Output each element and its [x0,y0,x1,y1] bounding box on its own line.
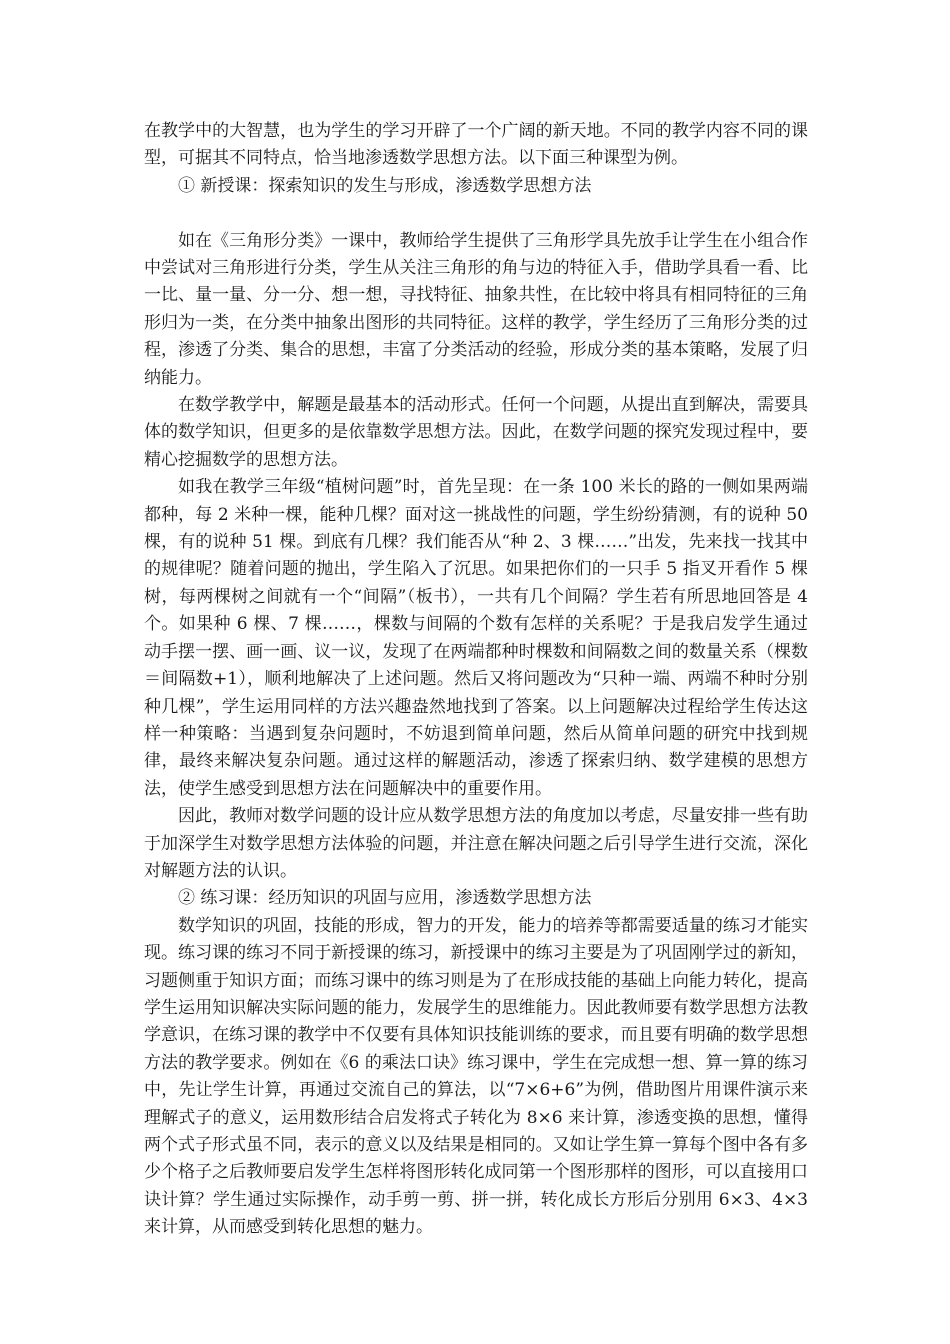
paragraph-tree-planting-example: 如我在教学三年级“植树问题”时，首先呈现：在一条 100 米长的路的一侧如果两端都种，每 2 米种一棵，能种几棵？面对这一挑战性的问题，学生纷纷猜测，有的说种 50 棵，有的说种 51 棵。到底有几棵？我们能否从“种 2、3 棵……”出发，先来找一找其中的规律呢？随着问题的抛出，学生陷入了沉思。如果把你们的一只手 5 指叉开看作 5 棵树，每两棵树之间就有一个“间隔”（板书），一共有几个间隔？学生若有所思地回答是 4 个。如果种 6 棵、7 棵……，棵数与间隔的个数有怎样的关系呢？于是我启发学生通过动手摆一摆、画一画、议一议，发现了在两端都种时棵数和间隔数之间的数量关系（棵数＝间隔数+1），顺利地解决了上述问题。然后又将问题改为“只种一端、两端不种时分别种几棵”，学生运用同样的方法兴趣盎然地找到了答案。以上问题解决过程给学生传达这样一种策略：当遇到复杂问题时，不妨退到简单问题，然后从简单问题的研究中找到规律，最终来解决复杂问题。通过这样的解题活动，渗透了探索归纳、数学建模的思想方法，使学生感受到思想方法在问题解决中的重要作用。 [144,477,808,799]
section-heading-new-lesson: ① 新授课：探索知识的发生与形成，渗透数学思想方法 [178,175,592,196]
paragraph-problem-solving: 在数学教学中，解题是最基本的活动形式。任何一个问题，从提出直到解决，需要具体的数学知识，但更多的是依靠数学思想方法。因此，在数学问题的探究发现过程中，要精心挖掘数学的思想方法。 [144,395,808,470]
paragraph-intro: 在教学中的大智慧，也为学生的学习开辟了一个广阔的新天地。不同的教学内容不同的课型，可据其不同特点，恰当地渗透数学思想方法。以下面三种课型为例。 [144,121,808,169]
paragraph-problem-design: 因此，教师对数学问题的设计应从数学思想方法的角度加以考虑，尽量安排一些有助于加深学生对数学思想方法体验的问题，并注意在解决问题之后引导学生进行交流，深化对解题方法的认识。 [144,806,808,881]
blank-line [144,200,808,227]
section-heading-practice-lesson: ② 练习课：经历知识的巩固与应用，渗透数学思想方法 [178,888,592,909]
paragraph-practice-example: 数学知识的巩固，技能的形成，智力的开发，能力的培养等都需要适量的练习才能实现。练习课的练习不同于新授课的练习，新授课中的练习主要是为了巩固刚学过的新知，习题侧重于知识方面；而练习课中的练习则是为了在形成技能的基础上向能力转化，提高学生运用知识解决实际问题的能力，发展学生的思维能力。因此教师要有数学思想方法教学意识，在练习课的教学中不仅要有具体知识技能训练的要求，而且要有明确的数学思想方法的教学要求。例如在《6 的乘法口诀》练习课中，学生在完成想一想、算一算的练习中，先让学生计算，再通过交流自己的算法，以“7×6+6”为例，借助图片用课件演示来理解式子的意义，运用数形结合启发将式子转化为 8×6 来计算，渗透变换的思想，懂得两个式子形式虽不同，表示的意义以及结果是相同的。又如让学生算一算每个图中各有多少个格子之后教师要启发学生怎样将图形转化成同第一个图形那样的图形，可以直接用口诀计算？学生通过实际操作，动手剪一剪、拼一拼，转化成长方形后分别用 6×3、4×3 来计算，从而感受到转化思想的魅力。 [144,915,808,1238]
paragraph-triangle-example: 如在《三角形分类》一课中，教师给学生提供了三角形学具先放手让学生在小组合作中尝试对三角形进行分类，学生从关注三角形的角与边的特征入手，借助学具看一看、比一比、量一量、分一分、想一想，寻找特征、抽象共性，在比较中将具有相同特征的三角形归为一类，在分类中抽象出图形的共同特征。这样的教学，学生经历了三角形分类的过程，渗透了分类、集合的思想，丰富了分类活动的经验，形成分类的基本策略，发展了归纳能力。 [144,230,808,388]
document-page [144,118,808,1242]
